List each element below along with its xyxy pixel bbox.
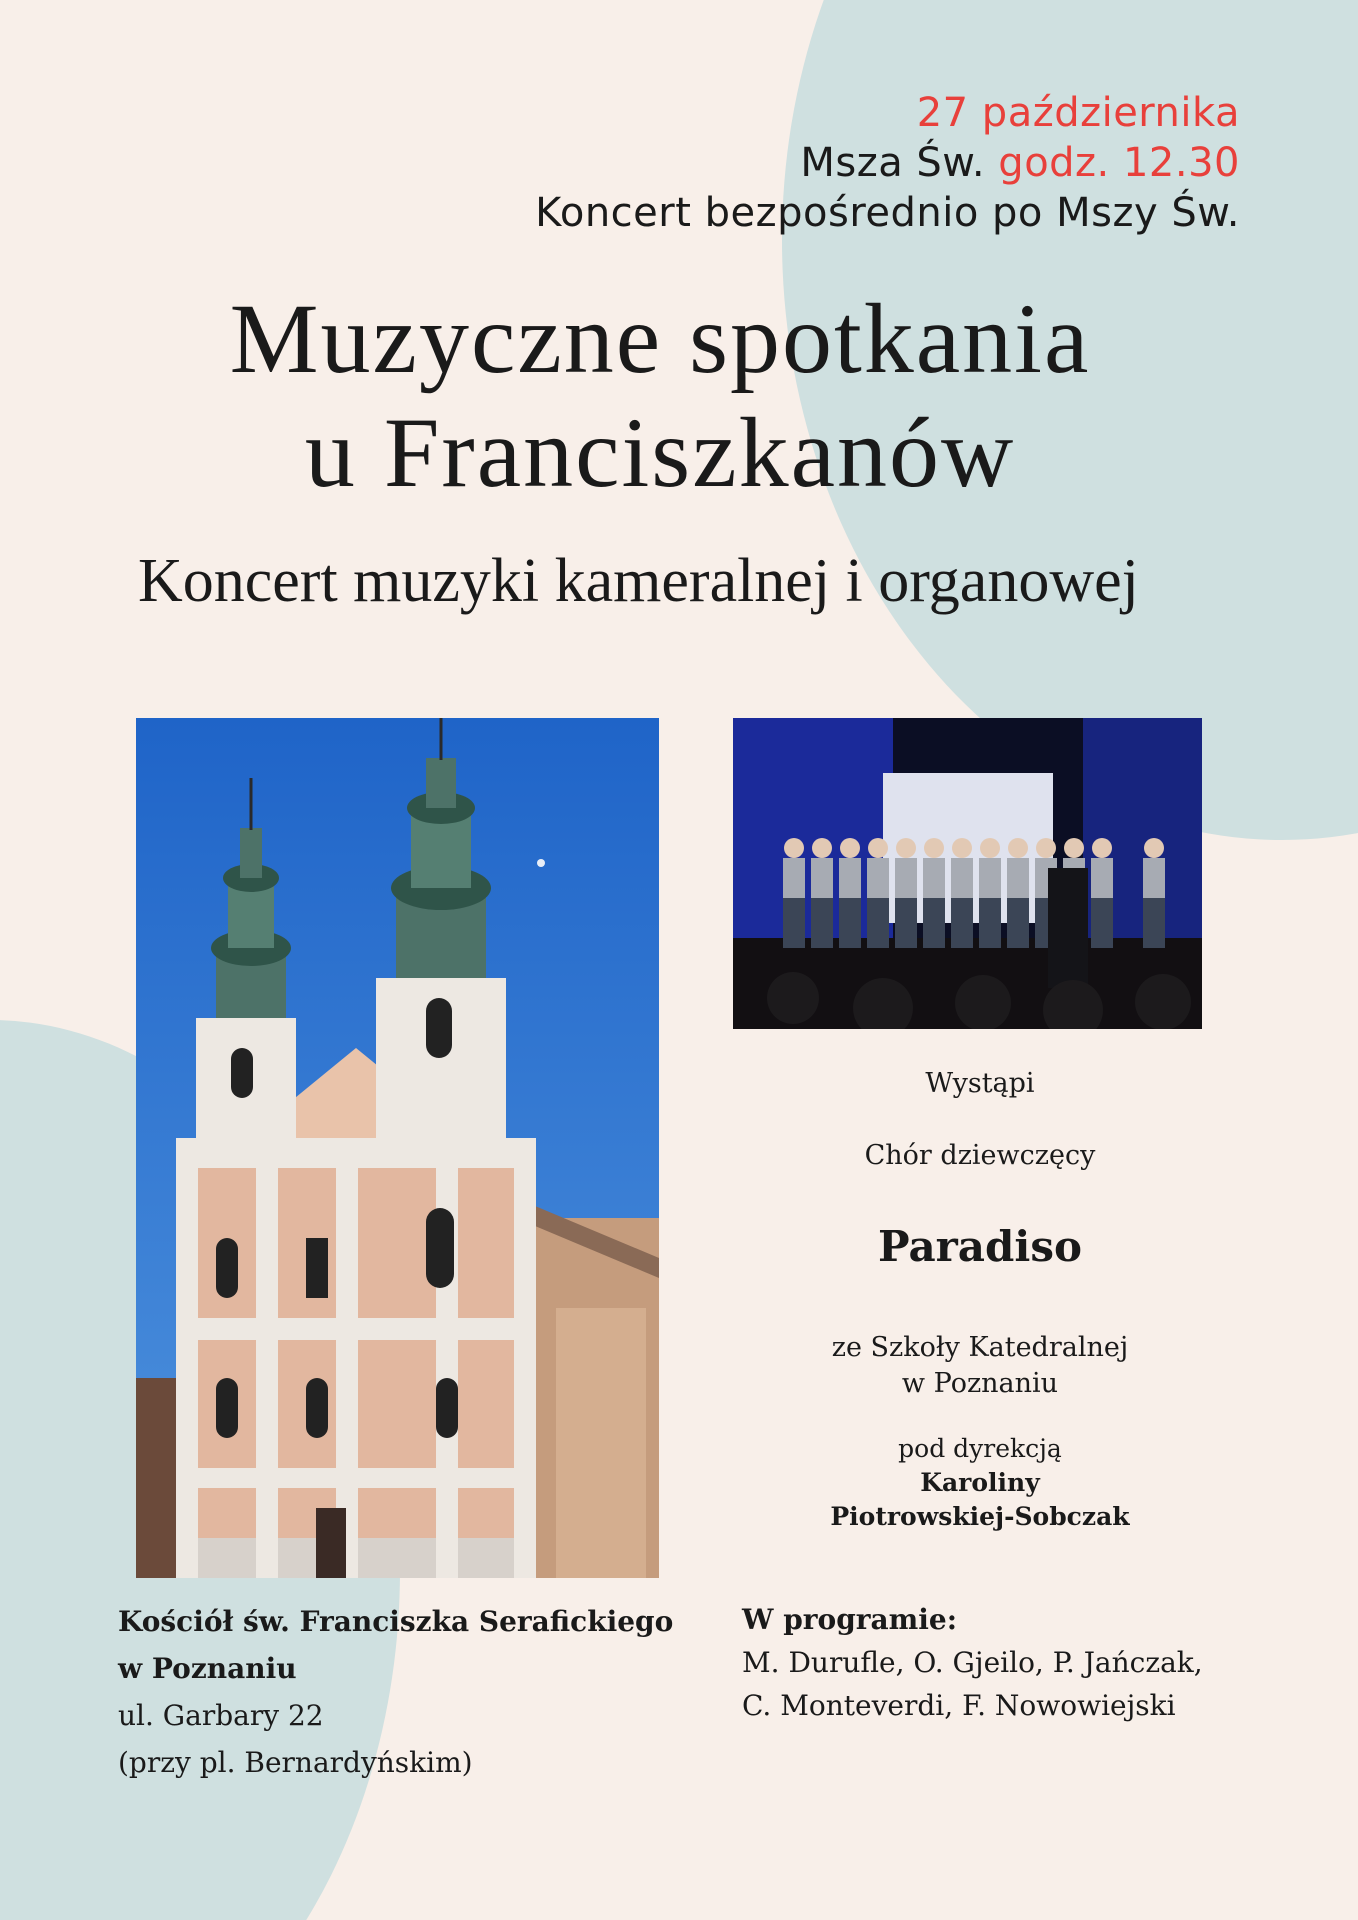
- program-block: [742, 1598, 1203, 1727]
- event-date: 27 października: [916, 90, 1240, 136]
- concert-note: Koncert bezpośrednio po Mszy Św.: [535, 190, 1240, 236]
- performers-block: [780, 1066, 1180, 1534]
- program-heading: W programie:: [742, 1603, 958, 1636]
- venue-name-line-2: w Poznaniu: [118, 1652, 297, 1685]
- direction-label: pod dyrekcją: [898, 1434, 1062, 1463]
- venue-name-line-1: Kościół św. Franciszka Serafickiego: [118, 1605, 674, 1638]
- title-line-1: Muzyczne spotkania: [229, 283, 1091, 394]
- choir-name: Paradiso: [878, 1222, 1082, 1271]
- title-line-2: u Franciszkanów: [304, 397, 1016, 508]
- church-photo: [136, 718, 659, 1578]
- school-line-2: w Poznaniu: [901, 1368, 1059, 1399]
- conductor-last-name: Piotrowskiej-Sobczak: [830, 1502, 1130, 1531]
- venue-address: ul. Garbary 22: [118, 1699, 324, 1732]
- mass-time-line: [535, 138, 1240, 188]
- program-line-2: C. Monteverdi, F. Nowowiejski: [742, 1689, 1176, 1722]
- concert-subtitle: Koncert muzyki kameralnej i organowej: [138, 547, 1139, 615]
- event-info: [535, 88, 1240, 238]
- conductor-first-name: Karoliny: [920, 1468, 1040, 1497]
- venue-block: [118, 1598, 673, 1786]
- choir-type: Chór dziewczęcy: [864, 1140, 1096, 1171]
- program-line-1: M. Durufle, O. Gjeilo, P. Jańczak,: [742, 1646, 1203, 1679]
- school-line-1: ze Szkoły Katedralnej: [831, 1332, 1129, 1363]
- venue-note: (przy pl. Bernardyńskim): [118, 1746, 473, 1779]
- performers-intro: Wystąpi: [925, 1068, 1035, 1099]
- page-title: [0, 282, 1320, 510]
- mass-label: Msza Św.: [800, 140, 986, 186]
- mass-time: godz. 12.30: [998, 140, 1240, 186]
- choir-photo: [733, 718, 1202, 1029]
